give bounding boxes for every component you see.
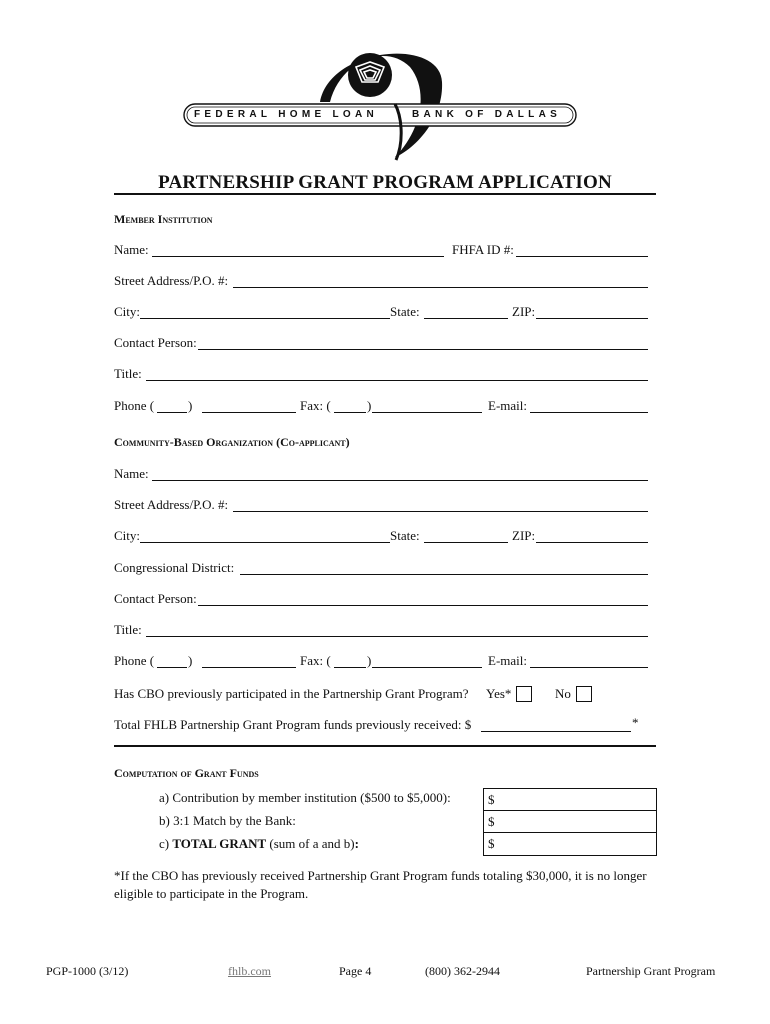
footer-page-number: Page 4 (339, 964, 372, 978)
footer-phone: (800) 362-2944 (425, 964, 500, 978)
member-state-field[interactable] (424, 318, 508, 319)
section-rule (114, 745, 656, 747)
total-grant-amount-field[interactable]: $ (488, 836, 495, 851)
cbo-street-label: Street Address/P.O. #: (114, 497, 229, 512)
member-phone-label: Phone ( (114, 398, 155, 413)
member-state-label: State: (390, 304, 420, 319)
footer-website-link[interactable]: fhlb.com (228, 964, 271, 978)
footnote-line-2: eligible to participate in the Program. (114, 886, 309, 901)
total-funds-label: Total FHLB Partnership Grant Program funds previously received: $ (114, 717, 472, 732)
cbo-phone-label: Phone ( (114, 653, 155, 668)
member-fhfa-label: FHFA ID #: (452, 242, 514, 257)
logo-text-right: BANK OF DALLAS (412, 109, 562, 120)
member-street-field[interactable] (233, 287, 648, 288)
cbo-participated-question: Has CBO previously participated in the Partnership Grant Program? (114, 686, 469, 701)
member-email-label: E-mail: (488, 398, 527, 413)
member-street-label: Street Address/P.O. #: (114, 273, 229, 288)
no-checkbox[interactable] (576, 686, 592, 702)
member-fax-label: Fax: ( (300, 398, 331, 413)
total-funds-field[interactable] (481, 731, 631, 732)
cbo-street-field[interactable] (233, 511, 648, 512)
grant-amount-table (483, 788, 657, 856)
cbo-fax-area-field[interactable] (334, 667, 366, 668)
cbo-contact-label: Contact Person: (114, 591, 197, 606)
logo-graphic (180, 42, 580, 162)
footer-form-id: PGP-1000 (3/12) (46, 964, 129, 978)
cbo-fax-field[interactable] (372, 667, 482, 668)
cbo-district-label: Congressional District: (114, 560, 235, 575)
member-title-field[interactable] (146, 380, 648, 381)
cbo-city-label: City: (114, 528, 141, 543)
cbo-name-field[interactable] (152, 480, 648, 481)
cbo-zip-field[interactable] (536, 542, 648, 543)
no-label: No (555, 686, 571, 701)
contribution-label: a) Contribution by member institution ($500 to $5,000): (159, 790, 451, 805)
total-grant-bold: TOTAL GRANT (172, 836, 267, 851)
cbo-state-label: State: (390, 528, 420, 543)
member-fax-close: ) (367, 398, 372, 413)
yes-label: Yes* (486, 686, 512, 701)
cbo-title-field[interactable] (146, 636, 648, 637)
yes-checkbox[interactable] (516, 686, 532, 702)
footnote-line-1: *If the CBO has previously received Partnership Grant Program funds totaling $30,000, it is no longer (114, 868, 647, 883)
member-title-label: Title: (114, 366, 142, 381)
cbo-email-label: E-mail: (488, 653, 527, 668)
member-name-field[interactable] (152, 256, 444, 257)
cbo-email-field[interactable] (530, 667, 648, 668)
computation-section-heading: Computation of Grant Funds (114, 766, 259, 780)
match-amount-field[interactable]: $ (484, 811, 656, 833)
total-funds-asterisk: * (632, 715, 639, 730)
member-name-label: Name: (114, 242, 149, 257)
member-fax-area-field[interactable] (334, 412, 366, 413)
cbo-title-label: Title: (114, 622, 142, 637)
member-contact-label: Contact Person: (114, 335, 197, 350)
member-fax-field[interactable] (372, 412, 482, 413)
logo-text-left: FEDERAL HOME LOAN (194, 109, 379, 120)
member-fhfa-field[interactable] (516, 256, 648, 257)
member-email-field[interactable] (530, 412, 648, 413)
cbo-state-field[interactable] (424, 542, 508, 543)
total-grant-colon: : (354, 836, 359, 851)
contribution-amount-field[interactable]: $ (484, 789, 656, 811)
cbo-city-field[interactable] (140, 542, 390, 543)
cbo-zip-label: ZIP: (512, 528, 536, 543)
member-zip-label: ZIP: (512, 304, 536, 319)
member-section-heading: Member Institution (114, 212, 213, 226)
match-label: b) 3:1 Match by the Bank: (159, 813, 296, 828)
member-city-field[interactable] (140, 318, 390, 319)
cbo-fax-close: ) (367, 653, 372, 668)
cbo-phone-area-field[interactable] (157, 667, 187, 668)
total-grant-suffix: (sum of a and b) (266, 836, 355, 851)
cbo-fax-label: Fax: ( (300, 653, 331, 668)
cbo-section-heading: Community-Based Organization (Co-applicant) (114, 435, 350, 449)
member-phone-close: ) (188, 398, 193, 413)
footer-program-name: Partnership Grant Program (586, 964, 716, 978)
cbo-contact-field[interactable] (198, 605, 648, 606)
cbo-phone-field[interactable] (202, 667, 296, 668)
total-grant-prefix: c) (159, 836, 173, 851)
member-phone-field[interactable] (202, 412, 296, 413)
page-title: PARTNERSHIP GRANT PROGRAM APPLICATION (158, 172, 612, 193)
cbo-district-field[interactable] (240, 574, 648, 575)
fhlb-dallas-logo (180, 42, 580, 162)
title-rule (114, 193, 656, 195)
member-city-label: City: (114, 304, 141, 319)
total-grant-label (159, 836, 359, 852)
cbo-phone-close: ) (188, 653, 193, 668)
member-zip-field[interactable] (536, 318, 648, 319)
member-contact-field[interactable] (198, 349, 648, 350)
member-phone-area-field[interactable] (157, 412, 187, 413)
cbo-name-label: Name: (114, 466, 149, 481)
